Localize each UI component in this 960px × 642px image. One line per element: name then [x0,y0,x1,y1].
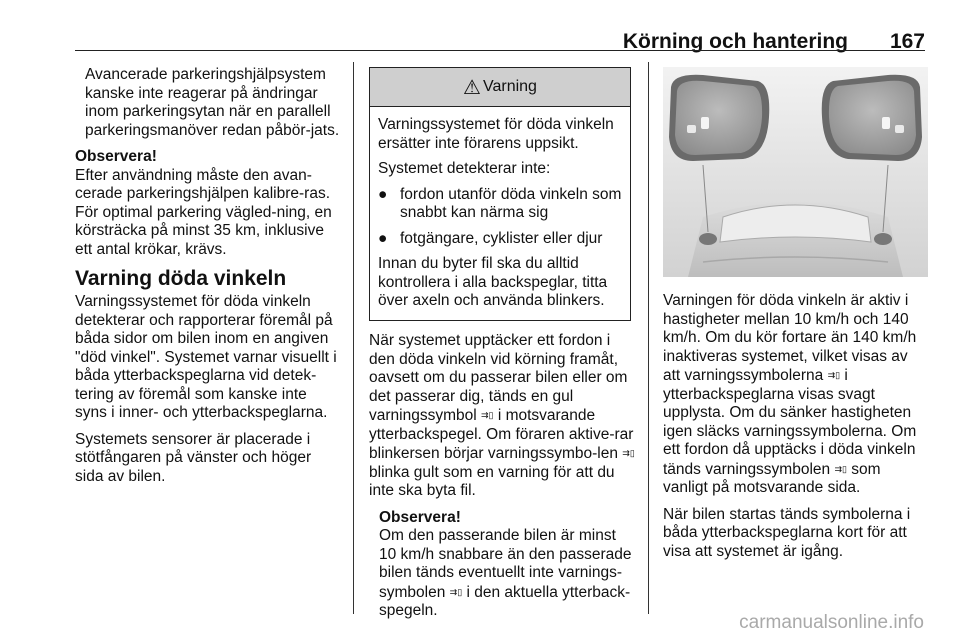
warning-bullet: ● fotgängare, cyklister eller djur [378,229,603,247]
note-label: Observera! [75,148,157,165]
warning-bullet: ● fordon utanför döda vinkeln som snabbt kan närma sig [378,185,622,221]
intro-paragraph: Avancerade parkeringshjälpsystem kanske inte reagerar på ändringar inom parkeringsytan när en parallell parkeringsmanöver redan påbör-jats. [85,66,340,139]
mirrors-figure [663,67,928,277]
column-3 [663,292,929,569]
left-mirror-warning-icon [701,117,709,129]
header-rule [75,50,925,51]
blind-spot-symbol-icon: ⇉▯ [827,370,841,380]
note-text: Efter användning måste den avan-cerade parkeringshjälpen kalibre-ras. För optimal parkering vägled-ning, en körsträcka på minst 35 km, inklusive ett antal krökar, krävs. [75,166,332,258]
column-3-paragraph-2: När bilen startas tänds symbolerna i båda ytterbackspeglarna kort för att visa att systemet är igång. [663,505,911,560]
column-2-paragraph: När systemet upptäcker ett fordon i den döda vinkeln vid körning framåt, oavsett om du passerar bilen eller om det passerar dig, tänds en gul varningssymbol ⇉▯ i motsvarande ytterbackspegel. Om föraren aktive-rar blinkersen börjar varningssymbo-len ⇉▯ blinka gult som en varning för att du inte ska byta fil. [369,332,635,499]
warning-paragraph-3: Innan du byter fil ska du alltid kontrollera i alla backspeglar, titta över axeln och använda blinkers. [378,255,608,309]
right-mirror-warning-icon [882,117,890,129]
warning-paragraph-2: Systemet detekterar inte: [378,160,551,177]
section-paragraph-1: Varningssystemet för döda vinkeln detekterar och rapporterar föremål på båda sidor om bilen inom en angiven "död vinkel". Systemet varnar visuellt i båda ytterbackspeglarna vid detek-tering av föremål som kanske inte syns i inner- och ytterbackspeglarna. [75,293,337,421]
section-heading: Varning döda vinkeln [75,267,287,290]
warning-title: Varning [482,78,537,95]
note-text-2: Om den passerande bilen är minst 10 km/h snabbare än den passerade bilen tänds eventuellt inte varnings-symbolen ⇉▯ i den aktuella ytterback-spegeln. [379,527,632,619]
column-2 [369,332,635,629]
blind-spot-symbol-icon: ⇉▯ [481,410,494,420]
page-header-title: Körning och hantering [622,30,848,53]
page-number: 167 [889,30,925,53]
section-paragraph-2: Systemets sensorer är placerade i stötfångaren på vänster och höger sida av bilen. [75,430,312,485]
warning-paragraph-1: Varningssystemet för döda vinkeln ersätter inte förarens uppsikt. [378,116,614,152]
column-divider-2 [648,62,649,614]
blind-spot-symbol-icon: ⇉▯ [834,463,847,474]
note-label-2: Observera! [379,508,461,526]
warning-triangle-icon: ⚠ [463,76,481,99]
watermark-text: carmanualsonline.info [739,612,924,633]
column-1 [75,66,340,494]
column-divider-1 [353,62,354,614]
warning-box [369,67,631,321]
column-3-paragraph-1: Varningen för döda vinkeln är aktiv i hastigheter mellan 10 km/h och 140 km/h. Om du kör fortare än 140 km/h inaktiveras systemet, vilket visas av att varningssymbolerna ⇉▯ i ytterbackspeglarna visas svagt upplysta. Om du sänker hastigheten igen släcks varningssymbolerna. Om ett fordon då upptäcks i döda vinkeln tänds varningssymbolen ⇉▯ som vanligt på motsvarande sida. [663,292,917,496]
mirrors-car-illustration [663,67,928,277]
blind-spot-symbol-icon: ⇉▯ [622,448,635,458]
blind-spot-symbol-icon: ⇉▯ [449,586,463,597]
warning-header [370,68,630,107]
